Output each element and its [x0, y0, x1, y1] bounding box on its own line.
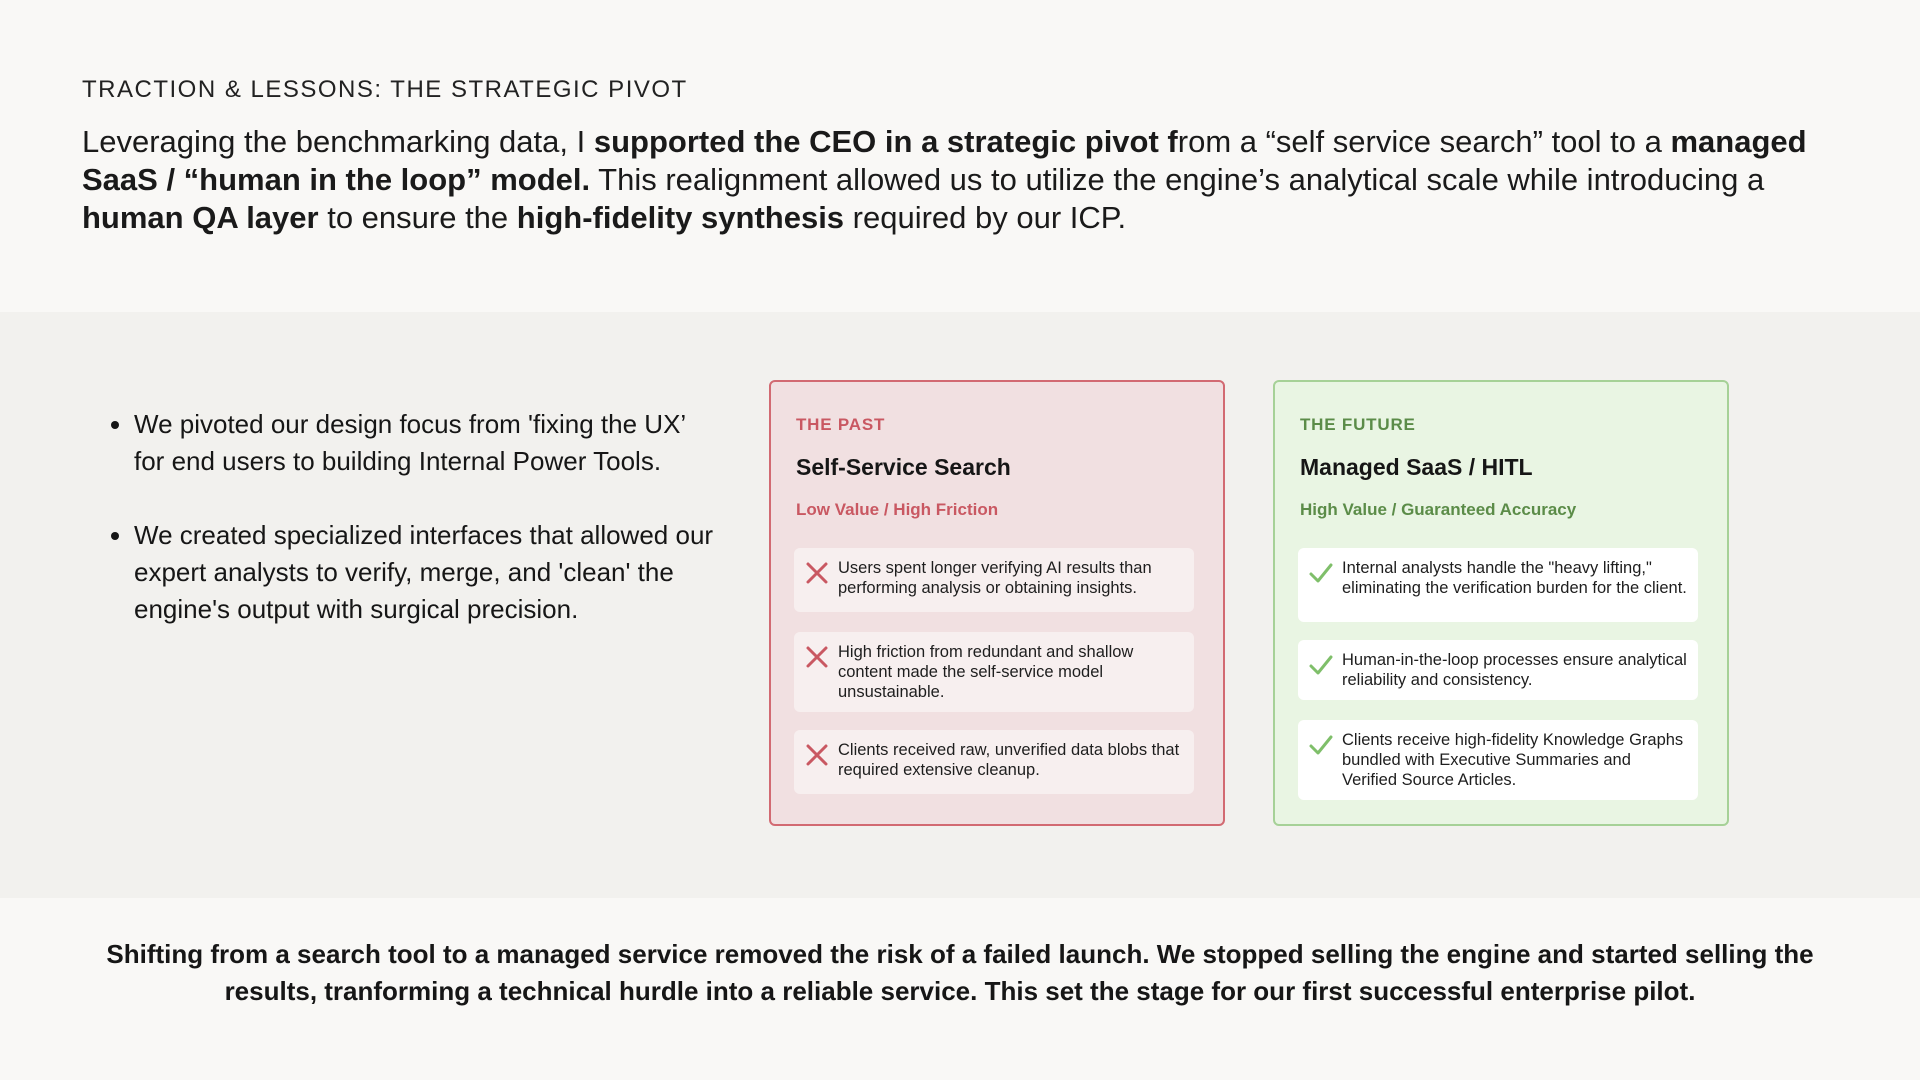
future-item-text: Human-in-the-loop processes ensure analytical reliability and consistency. — [1342, 651, 1687, 689]
past-item-text: High friction from redundant and shallow content made the self-service model unsustainable. — [838, 643, 1134, 701]
bullet-item: • We created specialized interfaces that allowed our expert analysts to verify, merge, and 'clean' the engine's output with surgical precision. — [134, 517, 714, 628]
bullet-list — [104, 406, 714, 665]
check-mark-icon — [1308, 560, 1334, 586]
comparison-section — [0, 312, 1920, 898]
check-mark-icon — [1308, 732, 1334, 758]
conclusion-text: Shifting from a search tool to a managed service removed the risk of a failed launch. We stopped selling the engine and started selling the results, tranforming a technical hurdle into a reliable service. This set the stage for our first successful enterprise pilot. — [106, 939, 1814, 1006]
future-item — [1298, 548, 1698, 622]
intro-text: Leveraging the benchmarking data, I — [82, 124, 594, 159]
future-item — [1298, 640, 1698, 700]
future-card — [1273, 380, 1729, 826]
past-item — [794, 632, 1194, 712]
past-item-text: Users spent longer verifying AI results than performing analysis or obtaining insights. — [838, 559, 1152, 597]
check-mark-icon — [1308, 652, 1334, 678]
intro-bold: high-fidelity synthesis — [516, 200, 845, 235]
intro-text: to ensure the — [318, 200, 517, 235]
bullet-item: • We pivoted our design focus from 'fixing the UX’ for end users to building Internal Power Tools. — [134, 406, 714, 480]
future-item-text: Internal analysts handle the "heavy lifting," eliminating the verification burden for the client. — [1342, 559, 1687, 597]
past-eyebrow: THE PAST — [796, 415, 886, 434]
future-title: Managed SaaS / HITL — [1300, 454, 1533, 480]
future-eyebrow: THE FUTURE — [1300, 415, 1416, 434]
future-item-text: Clients receive high-fidelity Knowledge Graphs bundled with Executive Summaries and Verified Source Articles. — [1342, 731, 1684, 789]
intro-bold: supported the CEO in a strategic pivot f — [593, 124, 1178, 159]
past-item — [794, 730, 1194, 794]
intro-text: This realignment allowed us to utilize the engine’s analytical scale while introducing a — [590, 162, 1765, 197]
section-eyebrow: TRACTION & LESSONS: THE STRATEGIC PIVOT — [82, 76, 688, 103]
future-item — [1298, 720, 1698, 800]
x-mark-icon — [804, 742, 830, 768]
x-mark-icon — [804, 644, 830, 670]
conclusion-section — [0, 898, 1920, 1080]
intro-text: required by our ICP. — [844, 200, 1127, 235]
past-item — [794, 548, 1194, 612]
x-mark-icon — [804, 560, 830, 586]
past-title: Self-Service Search — [796, 454, 1011, 480]
intro-bold: human QA layer — [82, 200, 319, 235]
intro-bold: managed SaaS / “human in the loop” model. — [82, 124, 1807, 197]
future-subtitle: High Value / Guaranteed Accuracy — [1300, 500, 1577, 519]
past-item-text: Clients received raw, unverified data blobs that required extensive cleanup. — [838, 741, 1180, 779]
past-subtitle: Low Value / High Friction — [796, 500, 999, 519]
intro-paragraph — [82, 123, 1852, 237]
past-card — [769, 380, 1225, 826]
header-section — [0, 0, 1920, 312]
intro-text: rom a “self service search” tool to a — [1177, 124, 1671, 159]
